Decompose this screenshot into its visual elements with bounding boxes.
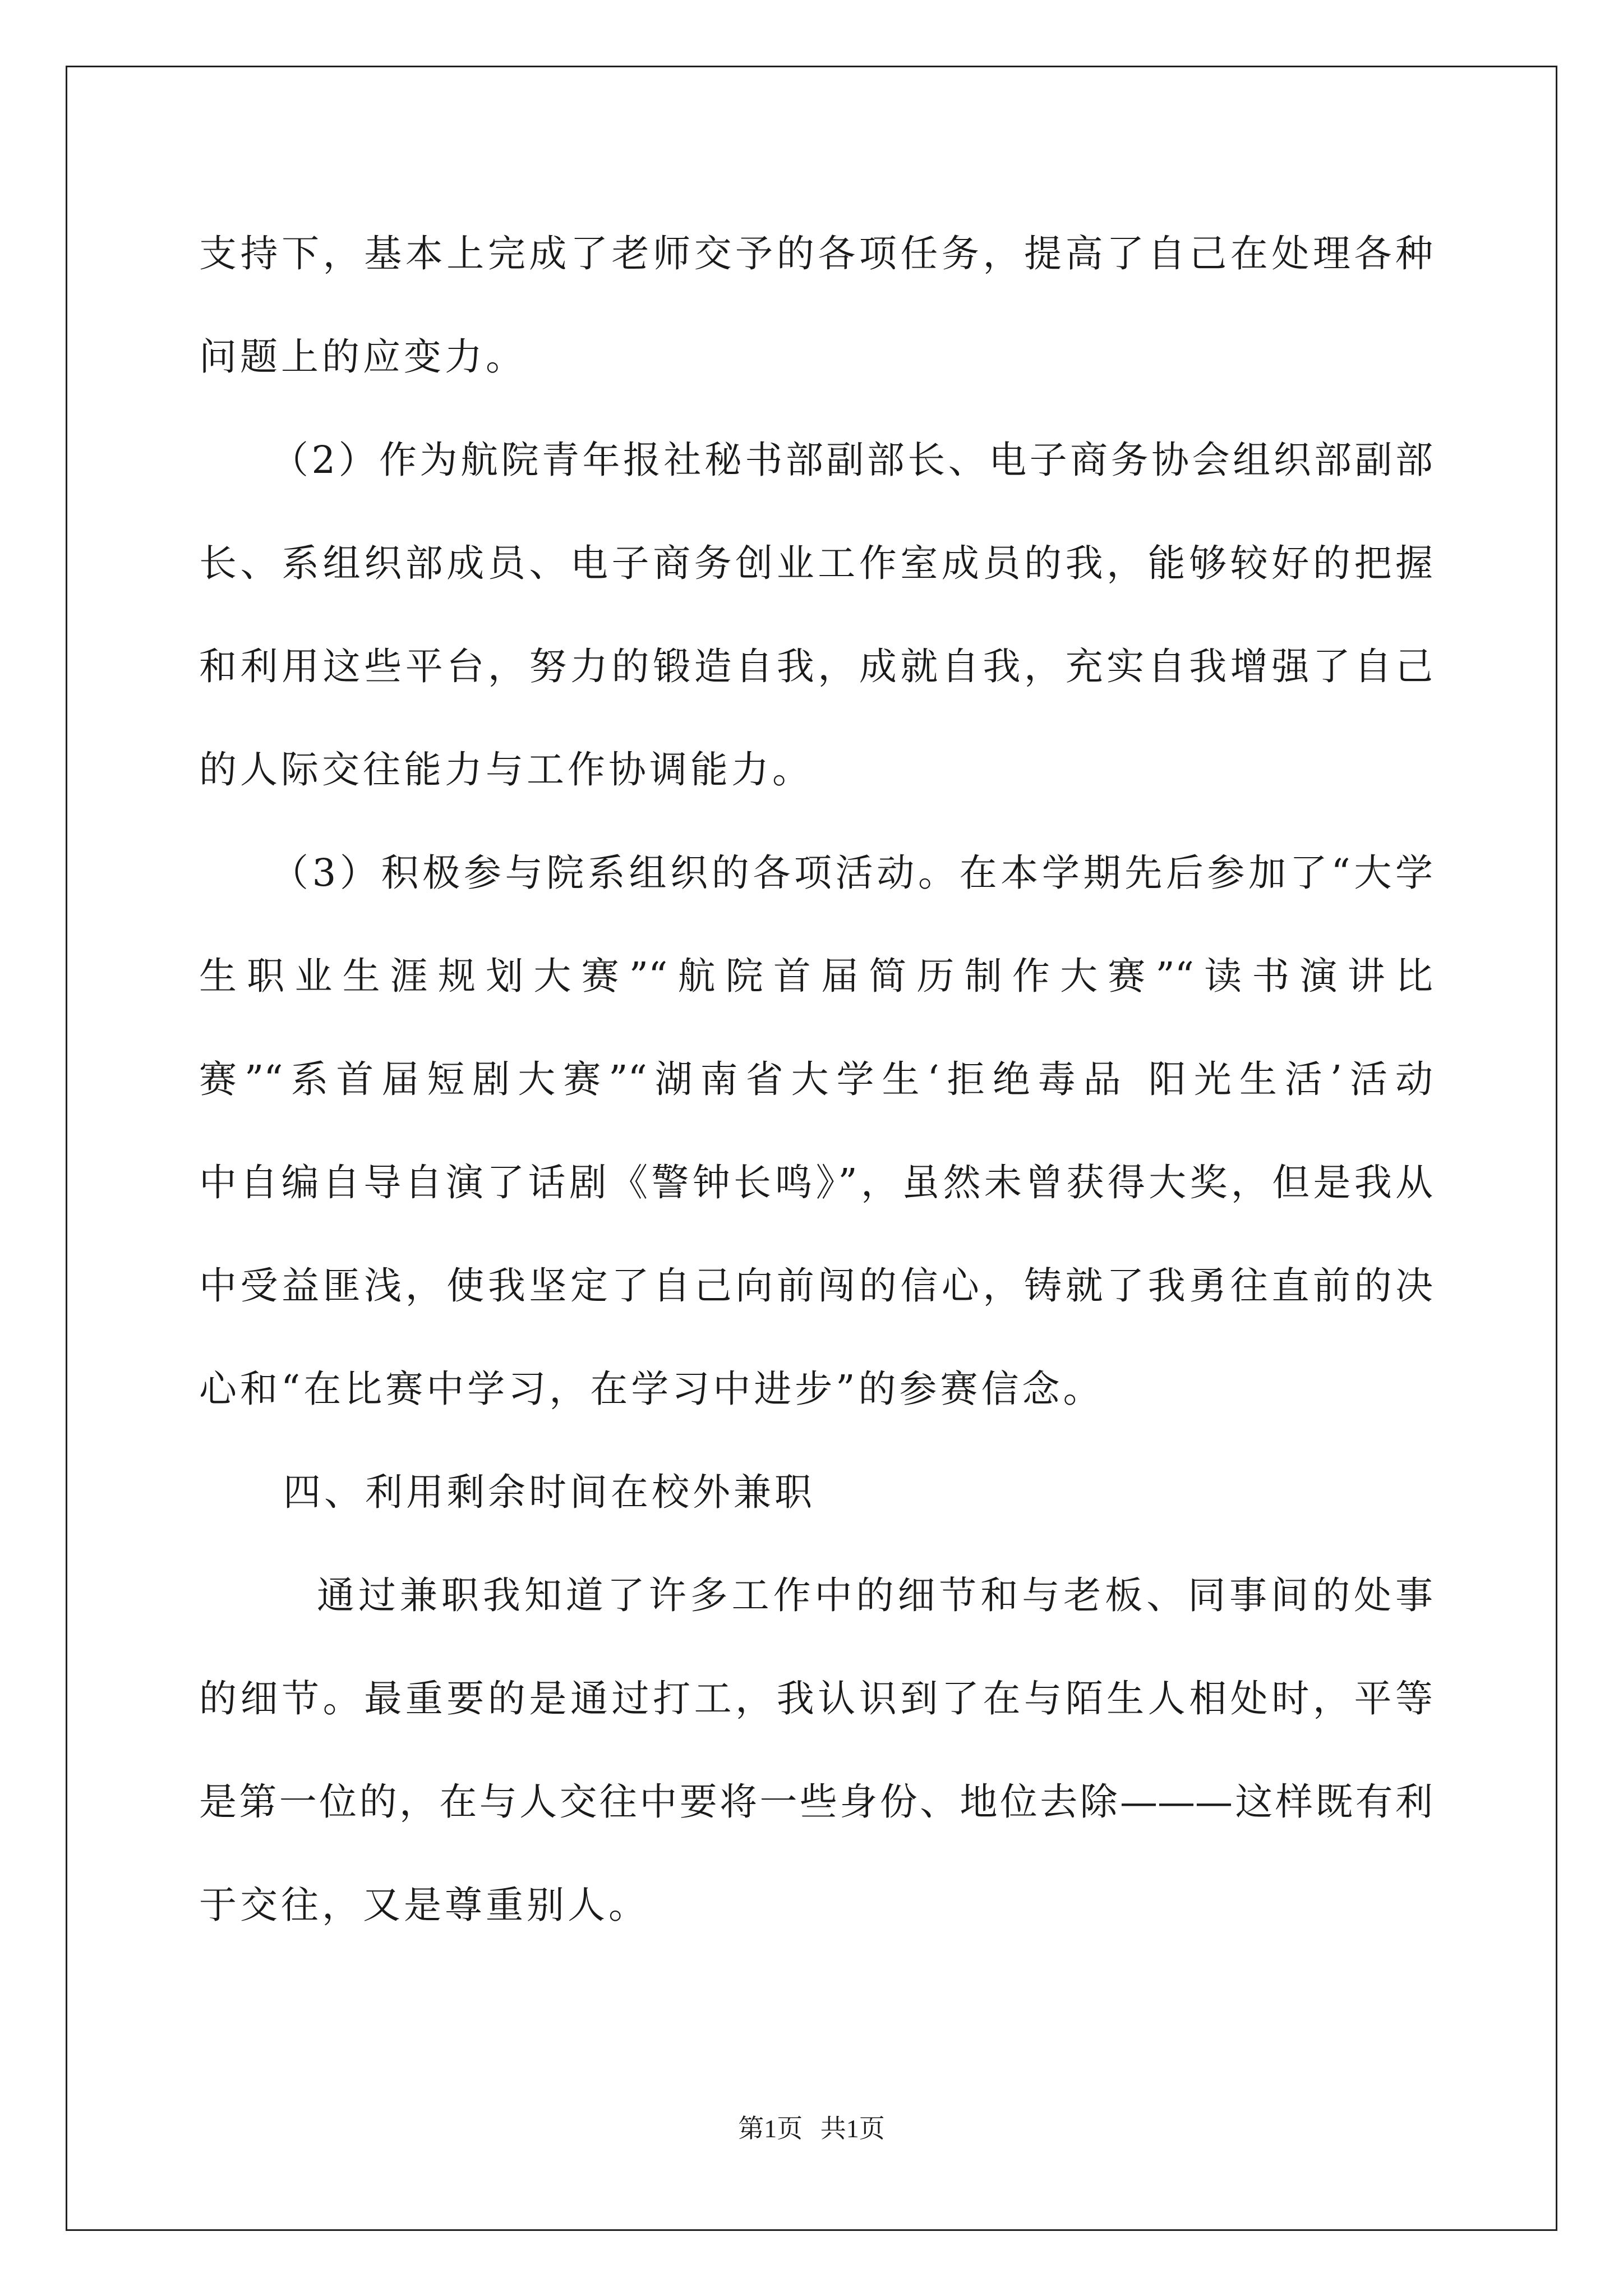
text-line: 是第一位的，在与人交往中要将一些身份、地位去除———这样既有利 (199, 1780, 1433, 1824)
text-line: 通过兼职我知道了许多工作中的细节和与老板、同事间的处事 (317, 1573, 1433, 1617)
text-line: 的人际交往能力与工作协调能力。 (199, 748, 813, 792)
text-line: 中自编自导自演了话剧《警钟长鸣》”，虽然未曾获得大奖，但是我从 (199, 1161, 1433, 1204)
text-line: 支持下，基本上完成了老师交予的各项任务，提高了自己在处理各种 (199, 232, 1433, 275)
document-body (199, 214, 1433, 1969)
text-line: 和利用这些平台，努力的锻造自我，成就自我，充实自我增强了自己 (199, 645, 1433, 688)
text-line: 中受益匪浅，使我坚定了自己向前闯的信心，铸就了我勇往直前的决 (199, 1264, 1433, 1308)
page-footer: 第1页 共1页 (738, 2114, 885, 2143)
text-line: 于交往，又是尊重别人。 (199, 1883, 649, 1927)
text-line: 长、系组织部成员、电子商务创业工作室成员的我，能够较好的把握 (199, 541, 1433, 585)
text-line: 赛”“系首届短剧大赛”“湖南省大学生‘拒绝毒品 阳光生活’活动 (199, 1057, 1433, 1101)
text-line: （2）作为航院青年报社秘书部副部长、电子商务协会组织部副部 (271, 438, 1433, 482)
text-line: 心和“在比赛中学习，在学习中进步”的参赛信念。 (199, 1367, 1104, 1411)
text-line: 生职业生涯规划大赛”“航院首届简历制作大赛”“读书演讲比 (199, 954, 1433, 998)
text-line: （3）积极参与院系组织的各项活动。在本学期先后参加了“大学 (271, 851, 1433, 895)
section-heading: 四、利用剩余时间在校外兼职 (283, 1470, 815, 1514)
text-line: 问题上的应变力。 (199, 335, 527, 379)
text-line: 的细节。最重要的是通过打工，我认识到了在与陌生人相处时，平等 (199, 1677, 1433, 1720)
